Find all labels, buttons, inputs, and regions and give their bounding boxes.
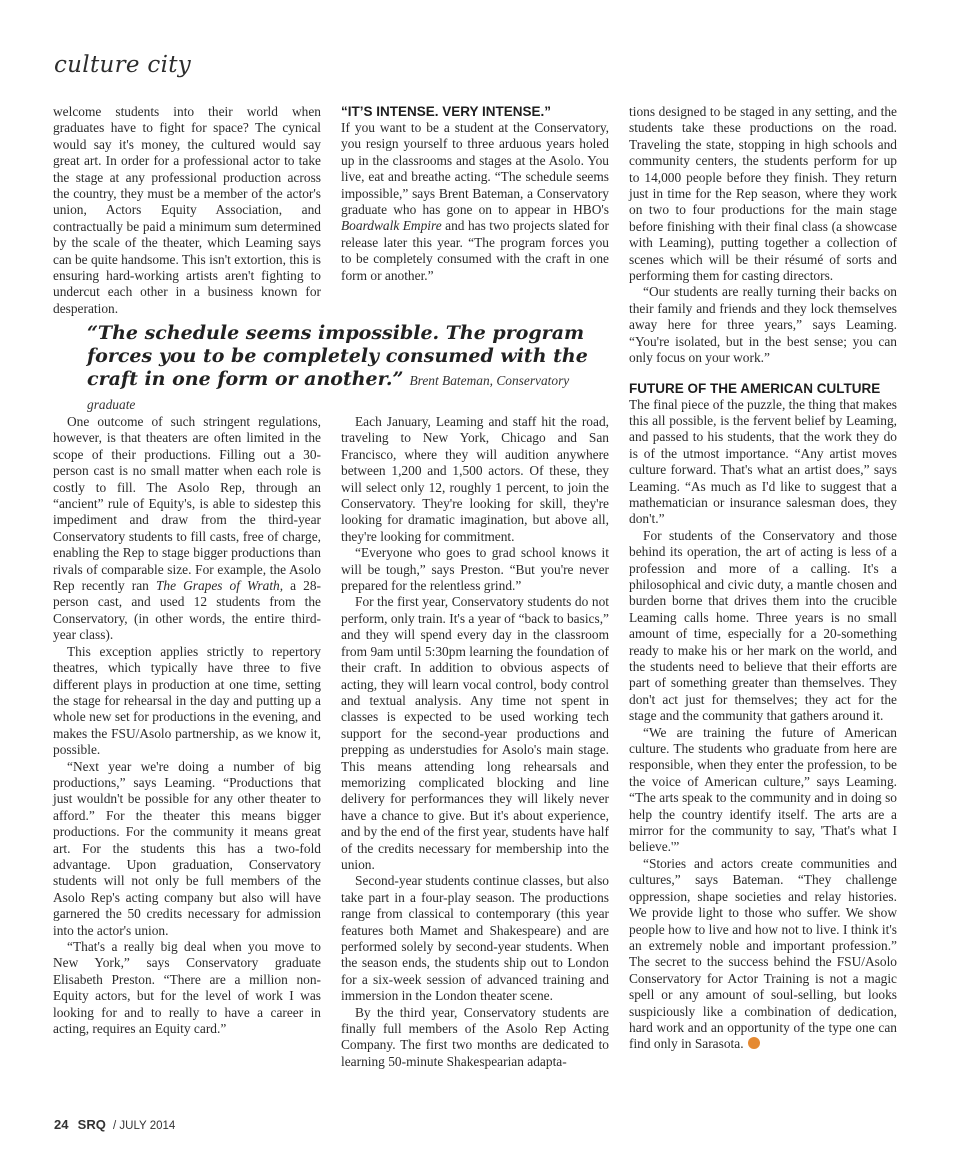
paragraph: “Stories and actors create communities and cultures,” says Bateman. “They challenge oppression, shape societies and relay histories. We provide light to those who suffer. We show people how to live and how not to live. I think it's an extremely noble and important profession.” The secret to the success behind the FSU/Asolo Conservatory for Actor Training is not a magic spell or any amount of soul-selling, but looks suspiciously like a combination of dedication, hard work and an opportunity of the type one can find only in Sarasota.S (629, 856, 897, 1053)
pull-quote-text: “The schedule seems impossible. The program forces you to be completely consumed with the craft in one form or another.” (87, 322, 588, 390)
pull-quote-attribution: Brent Bateman, Conservatory graduate (87, 373, 570, 412)
section-heading: “IT’S INTENSE. VERY INTENSE.” (341, 104, 552, 119)
paragraph: One outcome of such stringent regulations, however, is that theaters are often limited in the scope of their productions. Filling out a 30-person cast is no small matter when each role is costly to fill. The Asolo Rep, through an “ancient” rule of Equity's, is able to sidestep this impediment and draw from the third-year Conservatory students to fill casts, free of charge, enabling the Rep to stage bigger productions than rivals of comparable size. For example, the Asolo Rep recently ran The Grapes of Wrath, a 28-person cast, and used 12 students from the Conservatory, (in other words, the entire third-year class). (53, 414, 321, 643)
paragraph: By the third year, Conservatory students are finally full members of the Asolo Rep Acting Company. The first two months are dedicated to learning 50-minute Shakespearian adapta- (341, 1004, 609, 1069)
column-2-bottom (341, 414, 609, 1070)
paragraph: For the first year, Conservatory students do not perform, only train. It's a year of “back to basics,” and they will spend every day in the classroom from 9am until 5:30pm learning the foundation of their craft. In addition to obvious aspects of acting, they will learn vocal control, body control and textual analysis. Any time not spent in classes is expected to be used working tech support for the second-year productions and prepping as understudies for Asolo's main stage. This means attending long rehearsals and memorizing complicated blocking and line delivery for performances they will likely never have a chance to give. But it's about experience, and by the end of the first year, students have half of the credits necessary for membership into the union. (341, 594, 609, 872)
paragraph: welcome students into their world when graduates have to fight for space? The cynical would say it's money, the cultured would say great art. In order for a professional actor to take the stage at any professional production across the country, they must be a member of the actor's union, Actors Equity Association, and contractually be paid a minimum sum determined by the scale of the theater, which Leaming says can be quite handsome. This isn't extortion, this is ensuring hard-working artists aren't fighting to undercut each other in a business known for desperation. (53, 104, 321, 316)
section-heading: FUTURE OF THE AMERICAN CULTURE (629, 380, 881, 396)
paragraph: Second-year students continue classes, but also take part in a four-play season. The productions range from classical to contemporary (this year features both Mamet and Shakespeare) and are performed solely by second-year students. When the season ends, the students ship out to London for a six-week session of advanced training and immersion in the London theater scene. (341, 873, 609, 1004)
show-title: Boardwalk Empire (341, 218, 442, 234)
section-label: culture city (54, 52, 192, 78)
paragraph: If you want to be a student at the Conservatory, you resign yourself to three arduous years holed up in the classrooms and stages at the Asolo. You live, eat and breathe acting. “The schedule seems impossible,” says Brent Bateman, a Conservatory graduate who has gone on to appear in HBO's Boardwalk Empire and has two projects slated for release later this year. “The program forces you to be completely consumed with the craft in one form or another.” (341, 120, 610, 283)
sarasota-logo-icon (748, 1037, 760, 1049)
show-title: The Grapes of Wrath (155, 578, 280, 594)
paragraph: “Everyone who goes to grad school knows it will be tough,” says Preston. “But you're never prepared for the relentless grind.” (341, 545, 609, 594)
paragraph: Each January, Leaming and staff hit the road, traveling to New York, Chicago and San Francisco, where they will audition anywhere between 1,200 and 1,500 actors. Of these, they will select only 12, roughly 1 percent, to join the Conservatory. They're looking for skill, they're looking for dramatic imagination, but above all, they're looking for commitment. (341, 414, 609, 544)
pull-quote (87, 322, 607, 416)
paragraph: “Our students are really turning their backs on their family and friends and they lock themselves away here for three years,” says Leaming. “You're isolated, but in the best sense; you can only focus on your work.” (629, 284, 897, 366)
paragraph: “That's a really big deal when you move to New York,” says Conservatory graduate Elisabeth Preston. “There are a million non-Equity actors, but for the level of work I was looking for and to really to have a career in acting, requires an Equity card.” (53, 939, 321, 1037)
column-3 (629, 104, 897, 1053)
magazine-name: SRQ (77, 1117, 106, 1132)
paragraph: tions designed to be staged in any setting, and the students take these productions on the road. Traveling the state, stopping in high schools and community centers, the students perform for up to 14,000 people before they finish. They return just in time for the Rep season, where they work on two to four productions for the main stage before finishing with their final class (a showcase with Leaming), putting together a collection of scenes which will be their résumé of sorts and performing them for casting directors. (629, 104, 897, 284)
paragraph: This exception applies strictly to repertory theatres, which typically have three to five different plays in production at one time, setting the stage for rehearsal in the day and putting up a whole new set for productions in the evening, and makes the FSU/Asolo partnership, as we know it, possible. (53, 643, 321, 758)
issue-date: / JULY 2014 (113, 1120, 176, 1132)
paragraph: “Next year we're doing a number of big productions,” says Leaming. “Productions that just wouldn't be possible for any other theater to afford.” For the theater this means bigger productions. For the community it means great art. For the students this has a two-fold advantage. Upon graduation, Conservatory students will not only be full members of the Asolo Rep's acting company but also will have garnered the 50 credits necessary for admission into the actor's union. (53, 758, 321, 938)
paragraph: For students of the Conservatory and those behind its operation, the art of acting is less of a profession and more of a calling. It's a philosophical and civic duty, a mantle chosen and burden borne that drives them into the crucible Leaming calls home. Three years is no small amount of time, especially for a 20-something ready to make his or her mark on the world, and the students need to believe that their efforts are part of something greater than themselves. They don't act just for themselves; they act for the stage and the community that gathers around it. (629, 527, 897, 724)
paragraph: The final piece of the puzzle, the thing that makes this all possible, is the fervent belief by Leaming, and passed to his students, that the work they do is of the utmost importance. “Any artist moves culture forward. That's what an artist does,” says Leaming. “As much as I'd like to suggest that a mathematician or insurance salesman does, they don't.” (629, 396, 897, 527)
column-1-bottom (53, 414, 321, 1037)
page-footer (54, 1117, 175, 1132)
paragraph: “We are training the future of American culture. The students who graduate from here are responsible, when they enter the profession, to be the voice of American culture,” says Leaming. “The arts speak to the community and in doing so help the country identify itself. The arts are a mirror for the community to say, 'That's what I believe.'” (629, 724, 897, 855)
column-1-top (53, 104, 321, 317)
column-2-top (341, 104, 609, 284)
page-number: 24 (54, 1117, 69, 1132)
